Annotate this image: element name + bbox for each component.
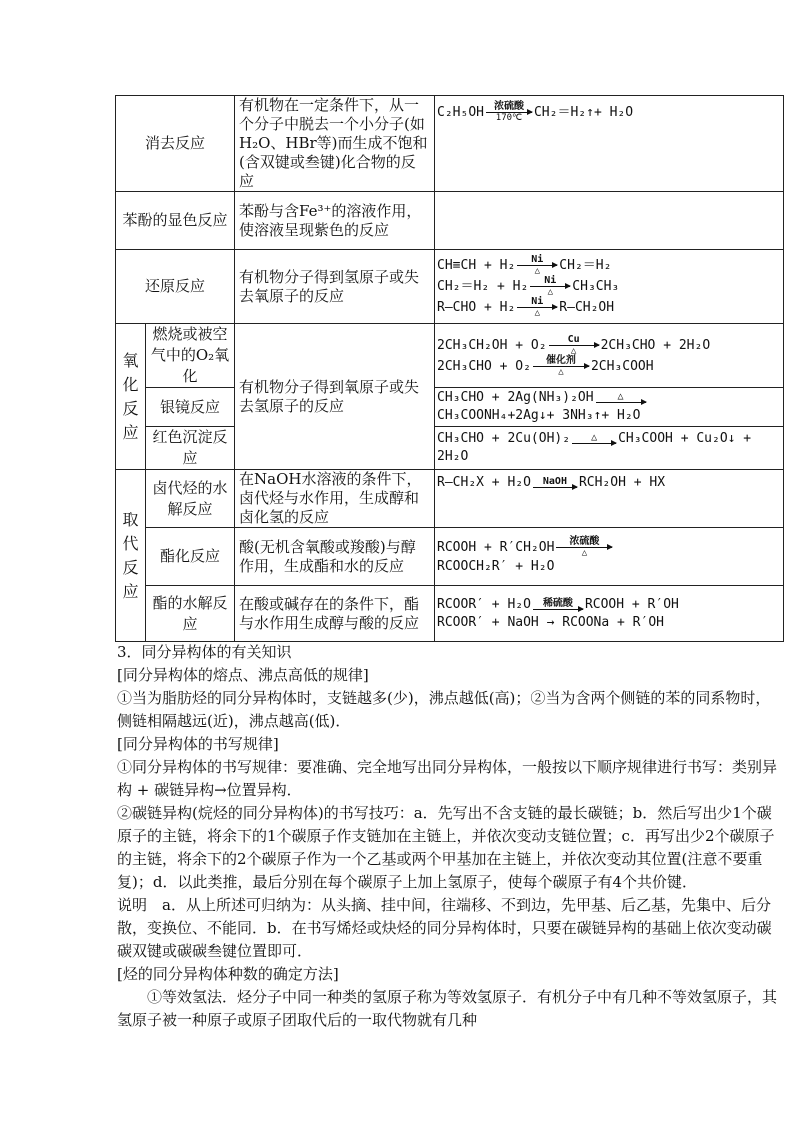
eq-reactants: R—CH₂X + H₂O	[437, 475, 531, 490]
table-row	[116, 324, 784, 388]
reaction-name: 燃烧或被空气中的O₂氧化	[146, 324, 235, 388]
reaction-arrow	[517, 297, 557, 318]
table-row	[116, 192, 784, 250]
table-row	[116, 586, 784, 642]
reaction-equation	[435, 192, 784, 250]
eq-reactants: CH₃CHO + 2Ag(NH₃)₂OH	[437, 390, 594, 405]
paragraph: ②碳链异构(烷烃的同分异构体)的书写技巧：a．先写出不含支链的最长碳链；b．然后写出少1个碳原子的主链，将余下的1个碳原子作支链加在主链上，并依次变动支链位置；c．再写出少2个碳原子的主链，将余下的2个碳原子作为一个乙基或两个甲基加在主链上，并依次变动其位置(注意不要重复)；d．以此类推，最后分别在每个碳原子上加上氢原子，使每个碳原子有4个共价键．	[117, 804, 775, 891]
table-row	[116, 427, 784, 470]
reaction-arrow	[486, 102, 532, 123]
eq-condition: △	[617, 391, 624, 402]
reaction-equation	[435, 250, 784, 324]
reaction-name: 酯的水解反应	[146, 586, 235, 642]
eq-products: 2CH₃CHO + 2H₂O	[600, 337, 711, 353]
eq-condition: Ni	[544, 275, 557, 286]
eq-condition: 浓硫酸	[569, 536, 600, 547]
table-row	[116, 250, 784, 324]
reaction-arrow	[596, 392, 646, 403]
eq-condition: NaOH	[542, 476, 567, 487]
reaction-arrow	[533, 599, 583, 610]
reaction-equation	[435, 427, 784, 470]
section-title: 3．同分异构体的有关知识	[117, 643, 292, 661]
eq-products: CH₃COOH + Cu₂O↓ +	[618, 431, 752, 446]
reaction-definition: 在酸或碱存在的条件下，酯与水作用生成醇与酸的反应	[235, 586, 435, 642]
reaction-equation	[435, 586, 784, 642]
paragraph: ①同分异构体的书写规律：要准确、完全地写出同分异构体，一般按以下顺序规律进行书写：类别异构 + 碳链异构→位置异构．	[117, 758, 778, 799]
eq-products: RCH₂OH + HX	[578, 475, 666, 490]
reaction-table	[115, 95, 784, 642]
eq-products: R—CH₂OH	[559, 300, 615, 315]
subheading: [同分异构体的书写规律]	[117, 735, 279, 753]
reaction-arrow	[556, 537, 612, 558]
isomer-section	[117, 641, 785, 1032]
group-char: 取	[122, 509, 139, 529]
table-row	[116, 388, 784, 427]
reaction-arrow	[549, 335, 599, 356]
group-label-oxidation	[116, 324, 146, 470]
reaction-arrow	[533, 356, 589, 377]
eq-reactants: R—CHO + H₂	[437, 300, 516, 315]
eq-condition: △	[558, 366, 564, 377]
eq-products: CH₃COONH₄+2Ag↓+ 3NH₃↑+ H₂O	[437, 408, 641, 423]
reaction-equation	[435, 470, 784, 528]
eq-reactants: RCOOR′ + H₂O	[437, 596, 531, 612]
eq-reactants: CH≡CH + H₂	[437, 258, 516, 273]
eq-condition: Ni	[531, 254, 544, 265]
reaction-definition: 有机物分子得到氧原子或失去氢原子的反应	[235, 324, 435, 470]
paragraph: ①当为脂肪烃的同分异构体时，支链越多(少)，沸点越低(高)；②当为含两个侧链的苯的同系物时，侧链相隔越远(近)，沸点越高(低)．	[117, 689, 771, 730]
group-char: 应	[122, 422, 139, 442]
eq-reactants: RCOOH + R′CH₂OH	[437, 540, 555, 555]
eq-reactants: CH₃CHO + 2Cu(OH)₂	[437, 431, 571, 446]
table-row	[116, 528, 784, 586]
eq-condition: △	[581, 548, 588, 558]
group-char: 反	[122, 398, 139, 418]
eq-reactants: C₂H₅OH	[437, 105, 484, 120]
eq-products: RCOOH + R′OH	[584, 596, 679, 612]
group-char: 应	[122, 581, 139, 601]
eq-condition: 浓硫酸	[493, 101, 524, 112]
eq-products: RCOOR′ + NaOH → RCOONa + R′OH	[437, 614, 664, 630]
eq-condition: 稀硫酸	[542, 597, 573, 609]
reaction-arrow	[533, 477, 577, 488]
reaction-definition: 苯酚与含Fe³⁺的溶液作用，使溶液呈现紫色的反应	[235, 192, 435, 250]
table-row	[116, 96, 784, 192]
eq-reactants: 2CH₃CHO + O₂	[437, 358, 531, 374]
subheading: [烃的同分异构体种数的确定方法]	[117, 965, 339, 983]
reaction-name: 卤代烃的水解反应	[146, 470, 235, 528]
eq-condition: △	[534, 266, 540, 276]
reaction-equation	[435, 96, 784, 192]
reaction-arrow	[530, 276, 570, 297]
reaction-definition: 酸(无机含氧酸或羧酸)与醇作用，生成酯和水的反应	[235, 528, 435, 586]
eq-products: 2H₂O	[437, 449, 469, 464]
subheading: [同分异构体的熔点、沸点高低的规律]	[117, 666, 369, 684]
eq-condition: Ni	[531, 296, 544, 307]
eq-condition: 催化剂	[545, 354, 576, 366]
eq-reactants: CH₂＝H₂ + H₂	[437, 279, 529, 294]
reaction-equation	[435, 528, 784, 586]
group-char: 氧	[122, 350, 139, 370]
table-row	[116, 470, 784, 528]
eq-condition: 170℃	[495, 113, 523, 123]
reaction-name: 酯化反应	[146, 528, 235, 586]
reaction-name: 红色沉淀反应	[146, 427, 235, 470]
reaction-equation	[435, 324, 784, 388]
reaction-name: 消去反应	[116, 96, 235, 192]
reaction-name: 还原反应	[116, 250, 235, 324]
reaction-arrow	[517, 255, 557, 276]
eq-reactants: 2CH₃CH₂OH + O₂	[437, 337, 547, 353]
reaction-name: 银镜反应	[146, 388, 235, 427]
group-char: 反	[122, 557, 139, 577]
reaction-definition: 有机物分子得到氢原子或失去氧原子的反应	[235, 250, 435, 324]
eq-condition: △	[534, 308, 540, 318]
reaction-equation	[435, 388, 784, 427]
eq-condition: Cu	[567, 333, 580, 345]
reaction-definition: 在NaOH水溶液的条件下，卤代烃与水作用，生成醇和卤化氢的反应	[235, 470, 435, 528]
reaction-name: 苯酚的显色反应	[116, 192, 235, 250]
group-char: 化	[122, 374, 139, 394]
group-label-substitution	[116, 470, 146, 642]
eq-products: CH₂＝H₂↑+ H₂O	[533, 105, 634, 120]
eq-products: CH₃CH₃	[572, 279, 620, 294]
paragraph: 说明 a．从上所述可归纳为：从头摘、挂中间，往端移、不到边，先甲基、后乙基，先集中、后分散，变换位、不能同．b．在书写烯烃或炔烃的同分异构体时，只要在碳链异构的基础上依次变动碳碳双键或碳碳叁键位置即可．	[117, 896, 772, 960]
eq-products: 2CH₃COOH	[590, 358, 654, 374]
group-char: 代	[122, 533, 139, 553]
eq-products: RCOOCH₂R′ + H₂O	[437, 559, 555, 574]
eq-condition: △	[570, 345, 577, 356]
reaction-definition: 有机物在一定条件下，从一个分子中脱去一个小分子(如H₂O、HBr等)而生成不饱和(含双键或叁键)化合物的反应	[235, 96, 435, 192]
eq-products: CH₂＝H₂	[559, 258, 612, 273]
eq-condition: △	[591, 432, 598, 443]
reaction-arrow	[572, 433, 616, 444]
eq-condition: △	[547, 287, 553, 297]
paragraph: ①等效氢法．烃分子中同一种类的氢原子称为等效氢原子．有机分子中有几种不等效氢原子，其氢原子被一种原子或原子团取代后的一取代物就有几种	[117, 988, 778, 1029]
